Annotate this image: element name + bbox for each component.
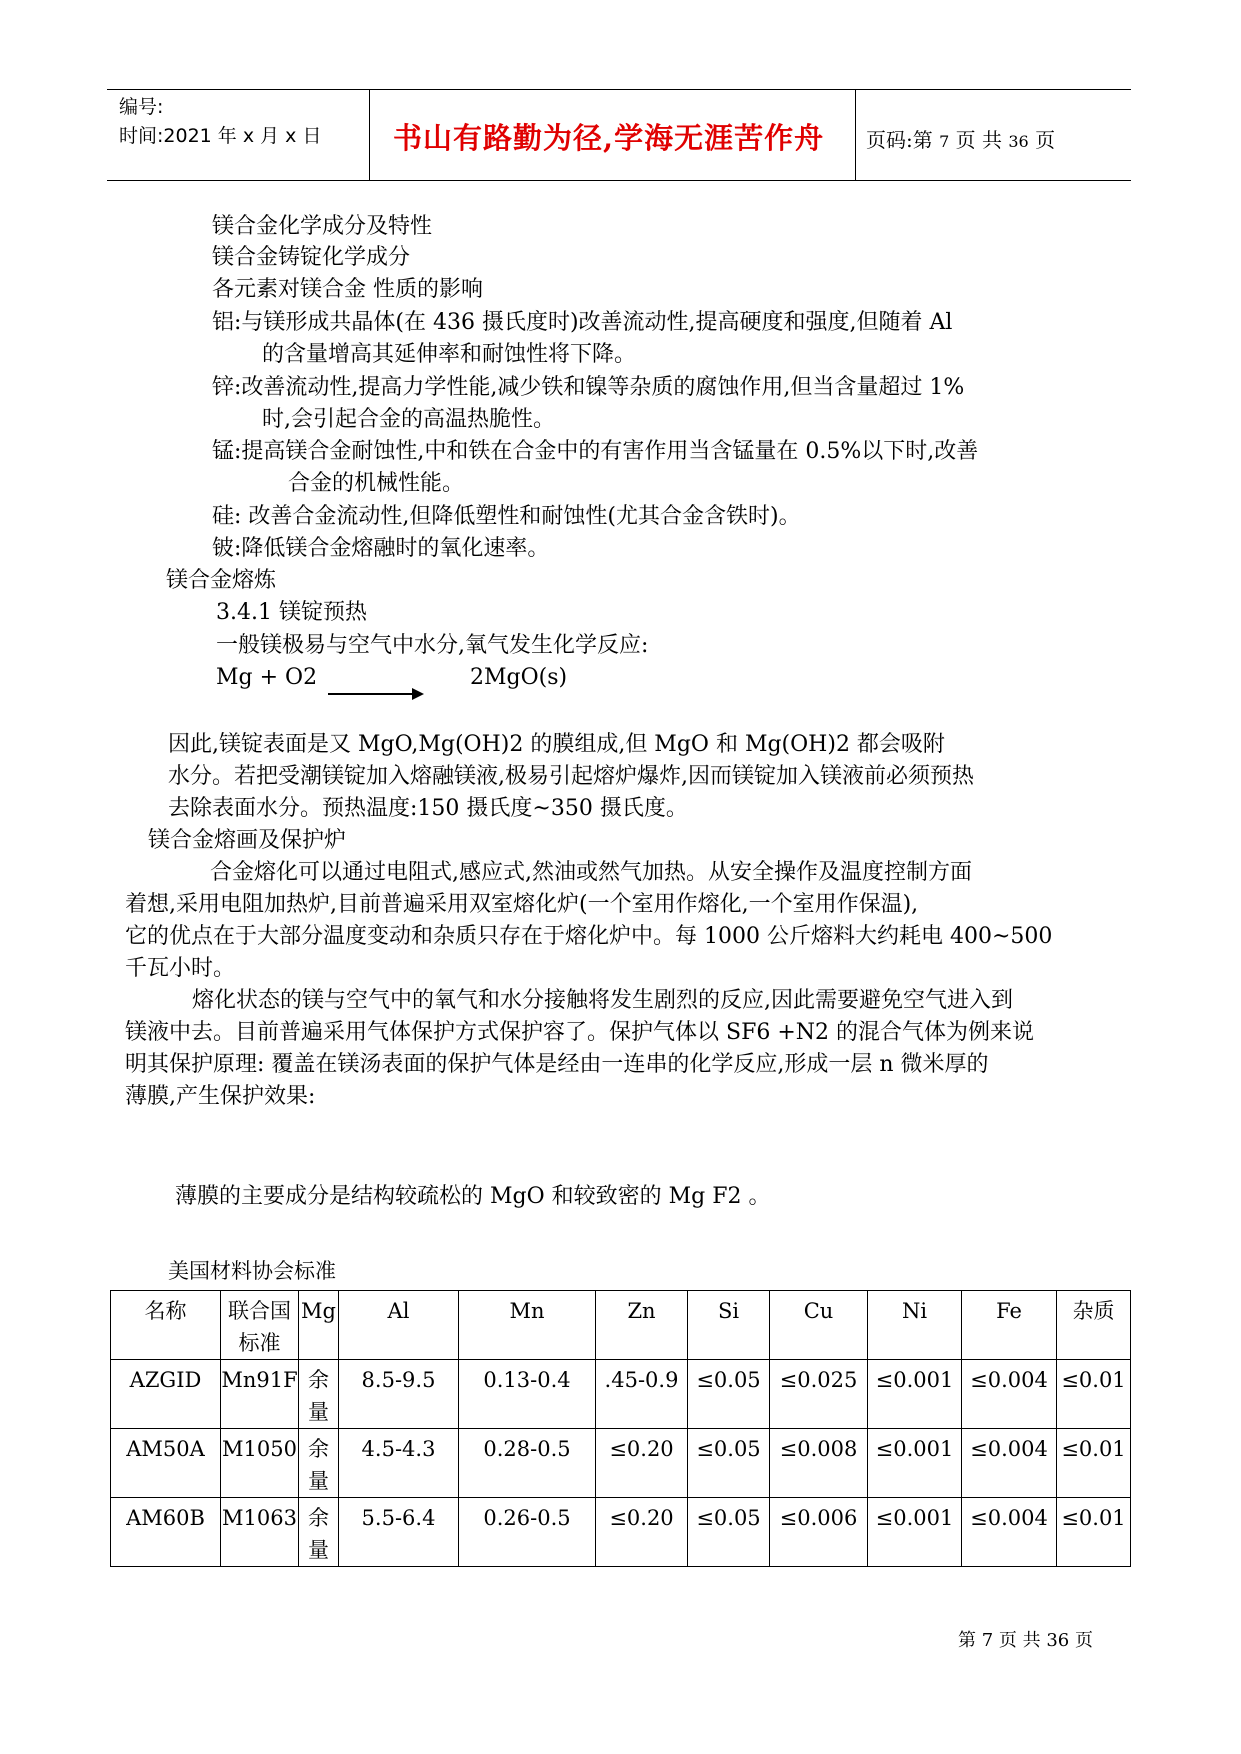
table-cell: AM50A [111, 1429, 221, 1498]
table-cell: 0.26-0.5 [459, 1498, 596, 1567]
table-header-cell: Fe [962, 1291, 1057, 1360]
page-footer: 第 7 页 共 36 页 [958, 1630, 1093, 1651]
equation-left: Mg + O2 [216, 665, 318, 690]
header-page-mid: 页 共 [955, 128, 1003, 152]
table-cell: ≤0.20 [596, 1498, 688, 1567]
element-si-line: 硅: 改善合金流动性,但降低塑性和耐蚀性(尤其合金含铁时)。 [212, 504, 801, 529]
table-cell: ≤0.004 [962, 1429, 1057, 1498]
reaction-arrow-icon [328, 688, 424, 700]
table-cell: 0.13-0.4 [459, 1360, 596, 1429]
paragraph-furnace-line1: 合金熔化可以通过电阻式,感应式,然油或然气加热。从安全操作及温度控制方面 [210, 860, 972, 885]
paragraph-protection-line4: 薄膜,产生保护效果: [125, 1084, 316, 1109]
element-mn-line1: 锰:提高镁合金耐蚀性,中和铁在合金中的有害作用当含锰量在 0.5%以下时,改善 [212, 439, 979, 464]
table-cell: ≤0.006 [770, 1498, 868, 1567]
table-cell: ≤0.01 [1057, 1360, 1131, 1429]
paragraph-ingot-line2: 水分。若把受潮镁锭加入熔融镁液,极易引起熔炉爆炸,因而镁锭加入镁液前必须预热 [168, 764, 974, 789]
header-bottom-rule [107, 180, 1131, 181]
alloy-standard-table [110, 1290, 1131, 1567]
paragraph-ingot-line3: 去除表面水分。预热温度:150 摄氏度~350 摄氏度。 [168, 796, 688, 821]
element-be-line: 铍:降低镁合金熔融时的氧化速率。 [212, 536, 550, 561]
header-page-label: 页码:第 [866, 128, 933, 152]
table-cell: ≤0.01 [1057, 1498, 1131, 1567]
table-cell: ≤0.05 [688, 1360, 770, 1429]
paragraph-furnace-line4: 千瓦小时。 [125, 956, 236, 981]
element-al-line2: 的含量增高其延伸率和耐蚀性将下降。 [262, 342, 637, 367]
element-al-line1: 铝:与镁形成共晶体(在 436 摄氏度时)改善流动性,提高硬度和强度,但随着 Al [212, 310, 953, 335]
heading-chemical-composition: 镁合金化学成分及特性 [212, 214, 433, 239]
paragraph-furnace-line3: 它的优点在于大部分温度变动和杂质只存在于熔化炉中。每 1000 公斤熔料大约耗电 400~500 [125, 924, 1053, 949]
header-divider-right [855, 89, 856, 180]
table-cell: 0.28-0.5 [459, 1429, 596, 1498]
paragraph-furnace-line2: 着想,采用电阻加热炉,目前普遍采用双室熔化炉(一个室用作熔化,一个室用作保温), [125, 892, 919, 917]
table-header-cell: Mn [459, 1291, 596, 1360]
table-header-cell: Mg [299, 1291, 339, 1360]
table-header-cell: 杂质 [1057, 1291, 1131, 1360]
table-cell: ≤0.05 [688, 1429, 770, 1498]
table-cell: ≤0.001 [868, 1498, 962, 1567]
heading-ingot-composition: 镁合金铸锭化学成分 [212, 245, 411, 270]
table-header-cell: Ni [868, 1291, 962, 1360]
table-cell: AZGID [111, 1360, 221, 1429]
table-header-cell: Zn [596, 1291, 688, 1360]
header-page-current: 7 [939, 132, 950, 151]
table-cell: 5.5-6.4 [339, 1498, 459, 1567]
paragraph-protection-line3: 明其保护原理: 覆盖在镁汤表面的保护气体是经由一连串的化学反应,形成一层 n 微米厚的 [125, 1052, 989, 1077]
header-page-end: 页 [1035, 128, 1056, 152]
table-cell: ≤0.004 [962, 1498, 1057, 1567]
film-composition-text: 薄膜的主要成分是结构较疏松的 MgO 和较致密的 Mg F2 。 [175, 1184, 771, 1209]
table-cell: .45-0.9 [596, 1360, 688, 1429]
element-zn-line2: 时,会引起合金的高温热脆性。 [262, 407, 555, 432]
table-cell: M1063 [221, 1498, 299, 1567]
table-cell: 余量 [299, 1429, 339, 1498]
table-cell: ≤0.025 [770, 1360, 868, 1429]
heading-furnace: 镁合金熔画及保护炉 [148, 828, 347, 853]
table-row [111, 1360, 1131, 1429]
preheat-text: 一般镁极易与空气中水分,氧气发生化学反应: [216, 633, 649, 658]
table-caption: 美国材料协会标准 [168, 1259, 336, 1283]
header-motto: 书山有路勤为径,学海无涯苦作舟 [393, 121, 825, 155]
paragraph-protection-line1: 熔化状态的镁与空气中的氧气和水分接触将发生剧烈的反应,因此需要避免空气进入到 [192, 988, 1013, 1013]
table-header-row [111, 1291, 1131, 1360]
table-row [111, 1498, 1131, 1567]
table-row [111, 1429, 1131, 1498]
heading-element-effects: 各元素对镁合金 性质的影响 [212, 277, 483, 302]
header-page-total: 36 [1008, 132, 1029, 151]
paragraph-ingot-line1: 因此,镁锭表面是又 MgO,Mg(OH)2 的膜组成,但 MgO 和 Mg(OH)2 都会吸附 [168, 732, 945, 757]
header-page-info [866, 124, 1055, 153]
heading-preheat: 3.4.1 镁锭预热 [216, 600, 367, 625]
table-cell: 8.5-9.5 [339, 1360, 459, 1429]
table-cell: ≤0.004 [962, 1360, 1057, 1429]
element-mn-line2: 合金的机械性能。 [288, 471, 465, 496]
table-cell: AM60B [111, 1498, 221, 1567]
table-cell: ≤0.001 [868, 1429, 962, 1498]
table-header-cell: Al [339, 1291, 459, 1360]
table-header-cell: Cu [770, 1291, 868, 1360]
header-divider-left [369, 89, 370, 180]
table-header-cell: Si [688, 1291, 770, 1360]
table-cell: ≤0.01 [1057, 1429, 1131, 1498]
header-meta [119, 93, 321, 151]
table-cell: ≤0.05 [688, 1498, 770, 1567]
table-header-cell: 联合国标准 [221, 1291, 299, 1360]
table-cell: 余量 [299, 1360, 339, 1429]
table-cell: M1050 [221, 1429, 299, 1498]
table-cell: ≤0.001 [868, 1360, 962, 1429]
table-cell: Mn91F [221, 1360, 299, 1429]
header-top-rule [107, 89, 1131, 90]
header-number-label: 编号: [119, 96, 164, 118]
equation-right: 2MgO(s) [470, 665, 568, 690]
paragraph-protection-line2: 镁液中去。目前普遍采用气体保护方式保护容了。保护气体以 SF6 +N2 的混合气体为例来说 [125, 1020, 1034, 1045]
heading-smelting: 镁合金熔炼 [166, 568, 277, 593]
table-cell: 4.5-4.3 [339, 1429, 459, 1498]
table-cell: 余量 [299, 1498, 339, 1567]
header-time-label: 时间:2021 年 x 月 x 日 [119, 125, 322, 147]
table-header-cell: 名称 [111, 1291, 221, 1360]
table-cell: ≤0.008 [770, 1429, 868, 1498]
element-zn-line1: 锌:改善流动性,提高力学性能,减少铁和镍等杂质的腐蚀作用,但当含量超过 1% [212, 375, 965, 400]
table-cell: ≤0.20 [596, 1429, 688, 1498]
